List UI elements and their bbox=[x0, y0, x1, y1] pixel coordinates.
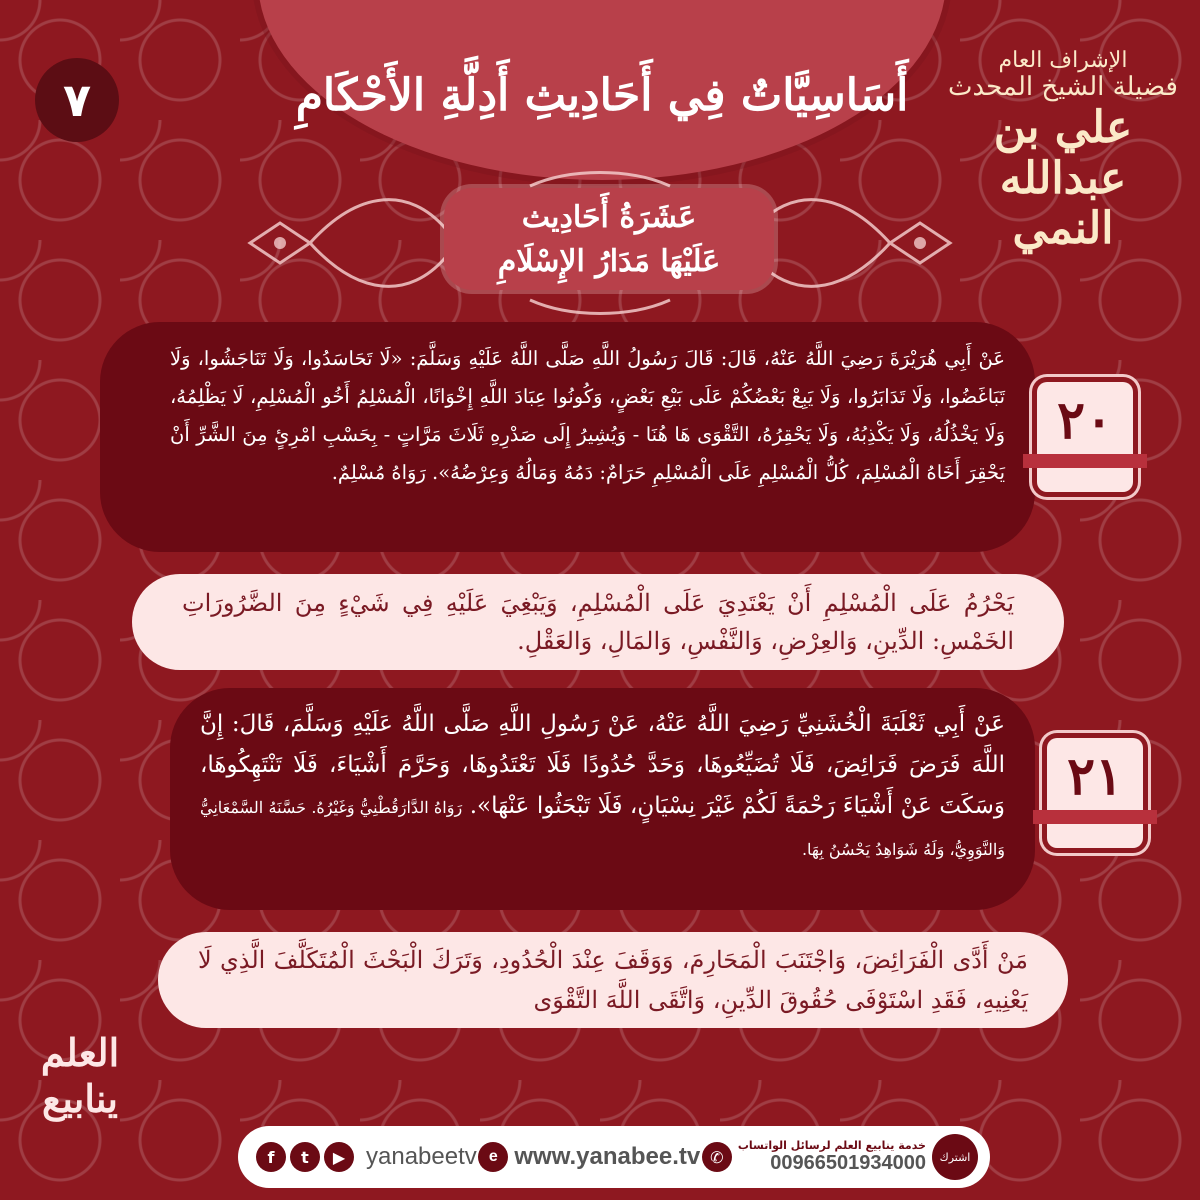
whatsapp-label: خدمة ينابيع العلم لرسائل الواتساب bbox=[737, 1139, 926, 1152]
yanabee-logo bbox=[20, 1030, 140, 1180]
supervision-label: الإشراف العام bbox=[998, 48, 1128, 73]
logo-line-2: ينابيع bbox=[42, 1076, 118, 1121]
supervisor-credit bbox=[948, 48, 1178, 255]
hadith-21-text: عَنْ أَبِي ثَعْلَبَةَ الْخُشَنِيِّ رَضِيَ اللَّهُ عَنْهُ، عَنْ رَسُولِ اللَّهِ صَلَّى اللَّهُ عَلَيْهِ وَسَلَّمَ، قَالَ: إِنَّ اللَّهَ فَرَضَ فَرَائِضَ، فَلَا تُضَيِّعُوهَا، وَحَدَّ حُدُودًا فَلَا تَعْتَدُوهَا، وَحَرَّمَ أَشْيَاءَ، فَلَا تَنْتَهِكُوهَا، وَسَكَتَ عَنْ أَشْيَاءَ رَحْمَةً لَكُمْ غَيْرَ نِسْيَانٍ، فَلَا تَبْحَثُوا عَنْهَا». bbox=[200, 711, 1006, 819]
benefit-1-panel bbox=[132, 574, 1064, 670]
hadith-21-number: ٢١ bbox=[1067, 746, 1123, 807]
page-number-badge bbox=[35, 58, 119, 142]
subscribe-label: اشترك bbox=[939, 1150, 971, 1164]
benefit-2-text: مَنْ أَدَّى الْفَرَائِضَ، وَاجْتَنَبَ الْمَحَارِمَ، وَوَقَفَ عِنْدَ الْحُدُودِ، وَتَرَكَ الْبَحْثَ الْمُتَكَلَّفَ الَّذِي لَا يَعْنِيهِ، فَقَدِ اسْتَوْفَى حُقُوقَ الدِّينِ، وَاتَّقَى اللَّهَ التَّقْوَى bbox=[198, 946, 1028, 1014]
hadith-20-text: عَنْ أَبِي هُرَيْرَةَ رَضِيَ اللَّهُ عَنْهُ، قَالَ: قَالَ رَسُولُ اللَّهِ صَلَّى اللَّهُ عَلَيْهِ وَسَلَّمَ: «لَا تَحَاسَدُوا، وَلَا تَنَاجَشُوا، وَلَا تَبَاغَضُوا، وَلَا تَدَابَرُوا، وَلَا يَبِعْ بَعْضُكُمْ عَلَى بَيْعِ بَعْضٍ، وَكُونُوا عِبَادَ اللَّهِ إِخْوَانًا، الْمُسْلِمُ أَخُو الْمُسْلِمِ، لَا يَظْلِمُهُ، وَلَا يَخْذُلُهُ، وَلَا يَكْذِبُهُ، وَلَا يَحْقِرُهُ، التَّقْوَى هَا هُنَا - وَيُشِيرُ إِلَى صَدْرِهِ ثَلَاثَ مَرَّاتٍ - بِحَسْبِ امْرِئٍ مِنَ الشَّرِّ أَنْ يَحْقِرَ أَخَاهُ الْمُسْلِمَ، كُلُّ الْمُسْلِمِ عَلَى الْمُسْلِمِ حَرَامٌ: دَمُهُ وَمَالُهُ وَعِرْضُهُ». رَوَاهُ مُسْلِمٌ. bbox=[170, 347, 1005, 484]
website-link[interactable] bbox=[478, 1142, 700, 1172]
ribbon-decoration bbox=[1023, 454, 1147, 468]
hadith-20-number-badge bbox=[1037, 382, 1133, 492]
whatsapp-number: 00966501934000 bbox=[770, 1152, 926, 1174]
sheikh-title: فضيلة الشيخ المحدث bbox=[948, 72, 1178, 103]
hadith-21-number-badge bbox=[1047, 738, 1143, 848]
benefit-2-panel bbox=[158, 932, 1068, 1028]
hadith-20-number: ٢٠ bbox=[1057, 390, 1113, 451]
subtitle-line-1: عَشَرَةُ أَحَادِيث bbox=[521, 200, 697, 235]
page-number: ٧ bbox=[62, 73, 92, 127]
subscribe-button[interactable] bbox=[932, 1134, 978, 1180]
twitter-icon[interactable]: t bbox=[290, 1142, 320, 1172]
hadith-21-panel bbox=[170, 688, 1035, 910]
footer-bar bbox=[238, 1126, 990, 1188]
whatsapp-service[interactable] bbox=[702, 1134, 978, 1180]
page-title: أَسَاسِيَّاتٌ فِي أَحَادِيثِ أَدِلَّةِ الأَحْكَامِ bbox=[295, 70, 909, 121]
social-links bbox=[256, 1142, 477, 1172]
website-url: www.yanabee.tv bbox=[514, 1143, 701, 1170]
youtube-icon[interactable]: ▶ bbox=[324, 1142, 354, 1172]
sheikh-name: علي بن عبدالله النمي bbox=[993, 102, 1133, 255]
hadith-21-source: رَوَاهُ الدَّارَقُطْنِيُّ وَغَيْرُهُ. حَسَّنَهُ السَّمْعَانِيُّ وَالنَّوَوِيُّ، وَلَهُ شَوَاهِدُ يَحْسُنُ بِهَا. bbox=[200, 798, 1005, 859]
facebook-icon[interactable]: f bbox=[256, 1142, 286, 1172]
logo-line-1: العلم bbox=[40, 1030, 120, 1075]
whatsapp-icon: ✆ bbox=[702, 1142, 732, 1172]
hadith-20-panel bbox=[100, 322, 1035, 552]
subtitle-line-2: عَلَيْهَا مَدَارُ الإِسْلَامِ bbox=[497, 244, 721, 279]
social-handle[interactable]: yanabeetv bbox=[366, 1143, 477, 1170]
subtitle-box bbox=[444, 188, 774, 290]
web-icon: e bbox=[478, 1142, 508, 1172]
benefit-1-text: يَحْرُمُ عَلَى الْمُسْلِمِ أَنْ يَعْتَدِيَ عَلَى الْمُسْلِمِ، وَيَبْغِيَ عَلَيْهِ فِي شَيْءٍ مِنَ الضَّرُورَاتِ الخَمْسِ: الدِّينِ، وَالعِرْضِ، وَالنَّفْسِ، وَالمَالِ، وَالعَقْلِ. bbox=[182, 589, 1014, 655]
ribbon-decoration bbox=[1033, 810, 1157, 824]
